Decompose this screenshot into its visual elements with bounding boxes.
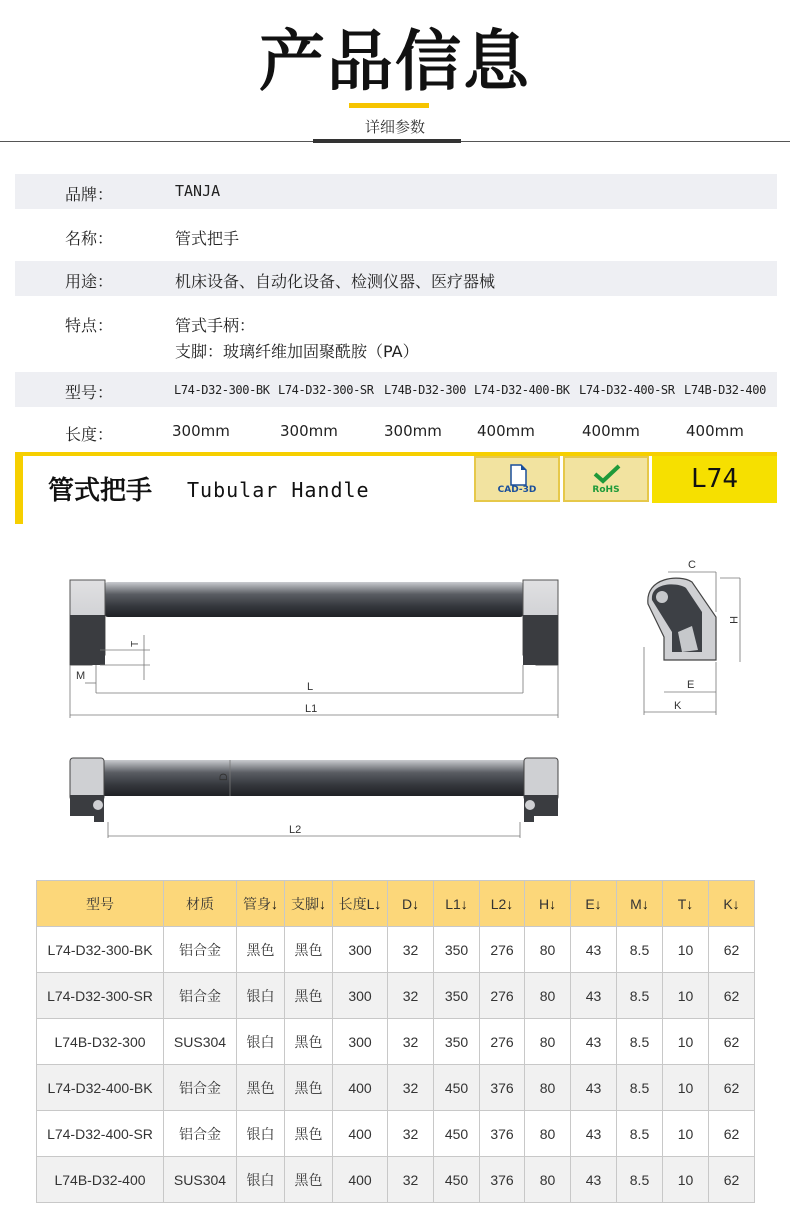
table-cell: L74-D32-400-BK (37, 1065, 164, 1111)
table-cell: 350 (434, 1019, 480, 1065)
length-label: 长度： (65, 425, 114, 444)
table-body (37, 927, 755, 1203)
table-cell: L74-D32-400-SR (37, 1111, 164, 1157)
table-cell: 黑色 (237, 1065, 285, 1111)
table-cell: 32 (388, 1111, 434, 1157)
table-row (37, 973, 755, 1019)
table-cell: 黑色 (285, 927, 333, 973)
col-header-label: M (630, 895, 642, 912)
col-header (37, 881, 164, 927)
table-cell: 32 (388, 1157, 434, 1203)
arrow-down-icon: ↓ (271, 895, 278, 912)
col-header (434, 881, 480, 927)
table-cell: 80 (525, 1111, 571, 1157)
arrow-down-icon: ↓ (374, 895, 382, 912)
document-icon (507, 464, 529, 486)
col-header (525, 881, 571, 927)
col-header-label: T (677, 895, 687, 912)
model-5: L74-D32-400-SR (579, 383, 675, 397)
table-cell: 32 (388, 1019, 434, 1065)
table-cell: 62 (709, 973, 755, 1019)
table-cell: 8.5 (617, 1157, 663, 1203)
table-cell: 10 (663, 1065, 709, 1111)
table-cell: 376 (480, 1065, 525, 1111)
spec-row-use (15, 261, 777, 296)
table-cell: 银白 (237, 973, 285, 1019)
table-cell: L74B-D32-300 (37, 1019, 164, 1065)
table-cell: 376 (480, 1157, 525, 1203)
page-title: 产品信息 (259, 23, 531, 100)
length-1: 300mm (172, 422, 230, 440)
col-header-label: H (538, 895, 550, 912)
use-value: 机床设备、自动化设备、检测仪器、医疗器械 (175, 272, 496, 291)
table-cell: 32 (388, 927, 434, 973)
series-code: L74 (691, 464, 738, 494)
col-header (663, 881, 709, 927)
table-cell: 10 (663, 927, 709, 973)
table-cell: 43 (571, 927, 617, 973)
table-cell: 银白 (237, 1019, 285, 1065)
table-cell: L74B-D32-400 (37, 1157, 164, 1203)
arrow-down-icon: ↓ (460, 895, 468, 912)
dim-label-h: H (727, 616, 739, 624)
dim-label-d: D (218, 773, 230, 781)
spec-row-length (15, 414, 777, 449)
table-cell: 450 (434, 1157, 480, 1203)
col-header (709, 881, 755, 927)
model-4: L74-D32-400-BK (474, 383, 570, 397)
table-header-row (37, 881, 755, 927)
dim-label-c: C (688, 559, 696, 571)
table-row (37, 1019, 755, 1065)
table-cell: 43 (571, 1157, 617, 1203)
model-label: 型号： (65, 383, 114, 402)
spec-row-model (15, 372, 777, 407)
table-cell: 黑色 (285, 973, 333, 1019)
table-cell: 300 (333, 1019, 388, 1065)
model-6: L74B-D32-400 (684, 383, 766, 397)
col-header (571, 881, 617, 927)
table-cell: 450 (434, 1111, 480, 1157)
table-cell: 10 (663, 973, 709, 1019)
table-cell: 43 (571, 973, 617, 1019)
length-4: 400mm (477, 422, 535, 440)
length-5: 400mm (582, 422, 640, 440)
table-cell: 43 (571, 1111, 617, 1157)
table-cell: 350 (434, 927, 480, 973)
col-header (237, 881, 285, 927)
arrow-down-icon: ↓ (549, 895, 557, 912)
table-cell: 62 (709, 1157, 755, 1203)
table-cell: 8.5 (617, 1019, 663, 1065)
table-cell: 350 (434, 973, 480, 1019)
divider-accent (313, 139, 461, 143)
spec-row-brand (15, 174, 777, 209)
model-2: L74-D32-300-SR (278, 383, 374, 397)
table-cell: 8.5 (617, 973, 663, 1019)
table-cell: 62 (709, 1019, 755, 1065)
table-cell: 黑色 (237, 927, 285, 973)
col-header-label: K (723, 895, 733, 912)
table-cell: SUS304 (164, 1157, 237, 1203)
feature-label: 特点： (65, 316, 114, 335)
banner-side-bar (15, 452, 23, 524)
col-header-label: L1 (445, 895, 461, 912)
col-header-label: 管身 (243, 895, 271, 912)
length-6: 400mm (686, 422, 744, 440)
spec-row-name (15, 218, 777, 253)
col-header-label: 型号 (86, 895, 114, 912)
dim-label-t: T (130, 640, 141, 647)
arrow-down-icon: ↓ (319, 895, 326, 912)
table-cell: 376 (480, 1111, 525, 1157)
checkmark-icon (592, 464, 622, 484)
table-cell: 62 (709, 1065, 755, 1111)
col-header-label: D (401, 895, 413, 912)
table-cell: 铝合金 (164, 1111, 237, 1157)
page-subtitle: 详细参数 (364, 118, 425, 136)
length-2: 300mm (280, 422, 338, 440)
name-label: 名称： (65, 229, 114, 248)
rohs-badge (563, 456, 649, 502)
table-cell: 62 (709, 927, 755, 973)
dim-label-l1: L1 (305, 703, 318, 715)
table-row (37, 927, 755, 973)
banner-title-en: Tubular Handle (187, 478, 370, 502)
col-header (480, 881, 525, 927)
col-header-label: 长度L (338, 895, 375, 912)
table-cell: 276 (480, 973, 525, 1019)
spec-table (36, 880, 755, 1203)
length-3: 300mm (384, 422, 442, 440)
table-cell: 32 (388, 1065, 434, 1111)
table-cell: 铝合金 (164, 973, 237, 1019)
table-cell: 80 (525, 1065, 571, 1111)
table-row (37, 1065, 755, 1111)
table-cell: 400 (333, 1065, 388, 1111)
table-cell: L74-D32-300-SR (37, 973, 164, 1019)
brand-value: TANJA (175, 182, 221, 200)
arrow-down-icon: ↓ (412, 895, 420, 912)
table-cell: L74-D32-300-BK (37, 927, 164, 973)
table-cell: 铝合金 (164, 1065, 237, 1111)
col-header (333, 881, 388, 927)
rohs-label: RoHS (592, 485, 620, 495)
table-cell: 黑色 (285, 1065, 333, 1111)
table-cell: 43 (571, 1019, 617, 1065)
model-3: L74B-D32-300 (384, 383, 466, 397)
dim-label-l: L (307, 681, 314, 693)
table-cell: 银白 (237, 1157, 285, 1203)
col-header (164, 881, 237, 927)
table-cell: 黑色 (285, 1111, 333, 1157)
use-label: 用途： (65, 272, 114, 291)
table-cell: 黑色 (285, 1157, 333, 1203)
table-cell: 8.5 (617, 1065, 663, 1111)
table-cell: 铝合金 (164, 927, 237, 973)
dim-label-l2: L2 (289, 824, 302, 836)
arrow-down-icon: ↓ (641, 895, 649, 912)
table-cell: 300 (333, 927, 388, 973)
table-cell: 10 (663, 1111, 709, 1157)
arrow-down-icon: ↓ (594, 895, 602, 912)
table-cell: 62 (709, 1111, 755, 1157)
handle-top-view-drawing (60, 555, 560, 725)
title-underline (349, 103, 429, 108)
table-row (37, 1111, 755, 1157)
dim-label-k: K (674, 700, 682, 712)
table-cell: 黑色 (285, 1019, 333, 1065)
feature-line-1: 管式手柄： (175, 316, 256, 335)
feature-line-2: 支脚：玻璃纤维加固聚酰胺（PA） (175, 342, 419, 361)
table-cell: 银白 (237, 1111, 285, 1157)
table-cell: 10 (663, 1157, 709, 1203)
col-header (285, 881, 333, 927)
col-header (388, 881, 434, 927)
name-value: 管式把手 (175, 229, 240, 248)
arrow-down-icon: ↓ (732, 895, 740, 912)
col-header-label: E (585, 895, 595, 912)
cad-3d-label: CAD-3D (497, 485, 537, 495)
table-cell: 400 (333, 1157, 388, 1203)
spec-row-feature (15, 305, 777, 365)
table-cell: 80 (525, 1157, 571, 1203)
table-cell: SUS304 (164, 1019, 237, 1065)
handle-front-view-drawing (60, 750, 560, 845)
arrow-down-icon: ↓ (686, 895, 694, 912)
handle-side-view-drawing (630, 552, 760, 722)
brand-label: 品牌： (65, 185, 114, 204)
table-row (37, 1157, 755, 1203)
dim-label-m: M (76, 670, 86, 682)
table-cell: 276 (480, 927, 525, 973)
table-cell: 80 (525, 1019, 571, 1065)
col-header-label: 支脚 (291, 895, 319, 912)
table-cell: 276 (480, 1019, 525, 1065)
table-cell: 450 (434, 1065, 480, 1111)
banner-title-cn: 管式把手 (48, 476, 153, 506)
table-cell: 10 (663, 1019, 709, 1065)
cad-3d-badge[interactable] (474, 456, 560, 502)
table-cell: 8.5 (617, 1111, 663, 1157)
table-cell: 400 (333, 1111, 388, 1157)
table-cell: 43 (571, 1065, 617, 1111)
col-header-label: 材质 (186, 895, 214, 912)
arrow-down-icon: ↓ (506, 895, 514, 912)
table-cell: 32 (388, 973, 434, 1019)
dim-label-e: E (687, 679, 695, 691)
model-1: L74-D32-300-BK (174, 383, 270, 397)
col-header-label: L2 (490, 895, 507, 912)
table-cell: 80 (525, 927, 571, 973)
table-cell: 80 (525, 973, 571, 1019)
table-cell: 8.5 (617, 927, 663, 973)
table-cell: 300 (333, 973, 388, 1019)
col-header (617, 881, 663, 927)
